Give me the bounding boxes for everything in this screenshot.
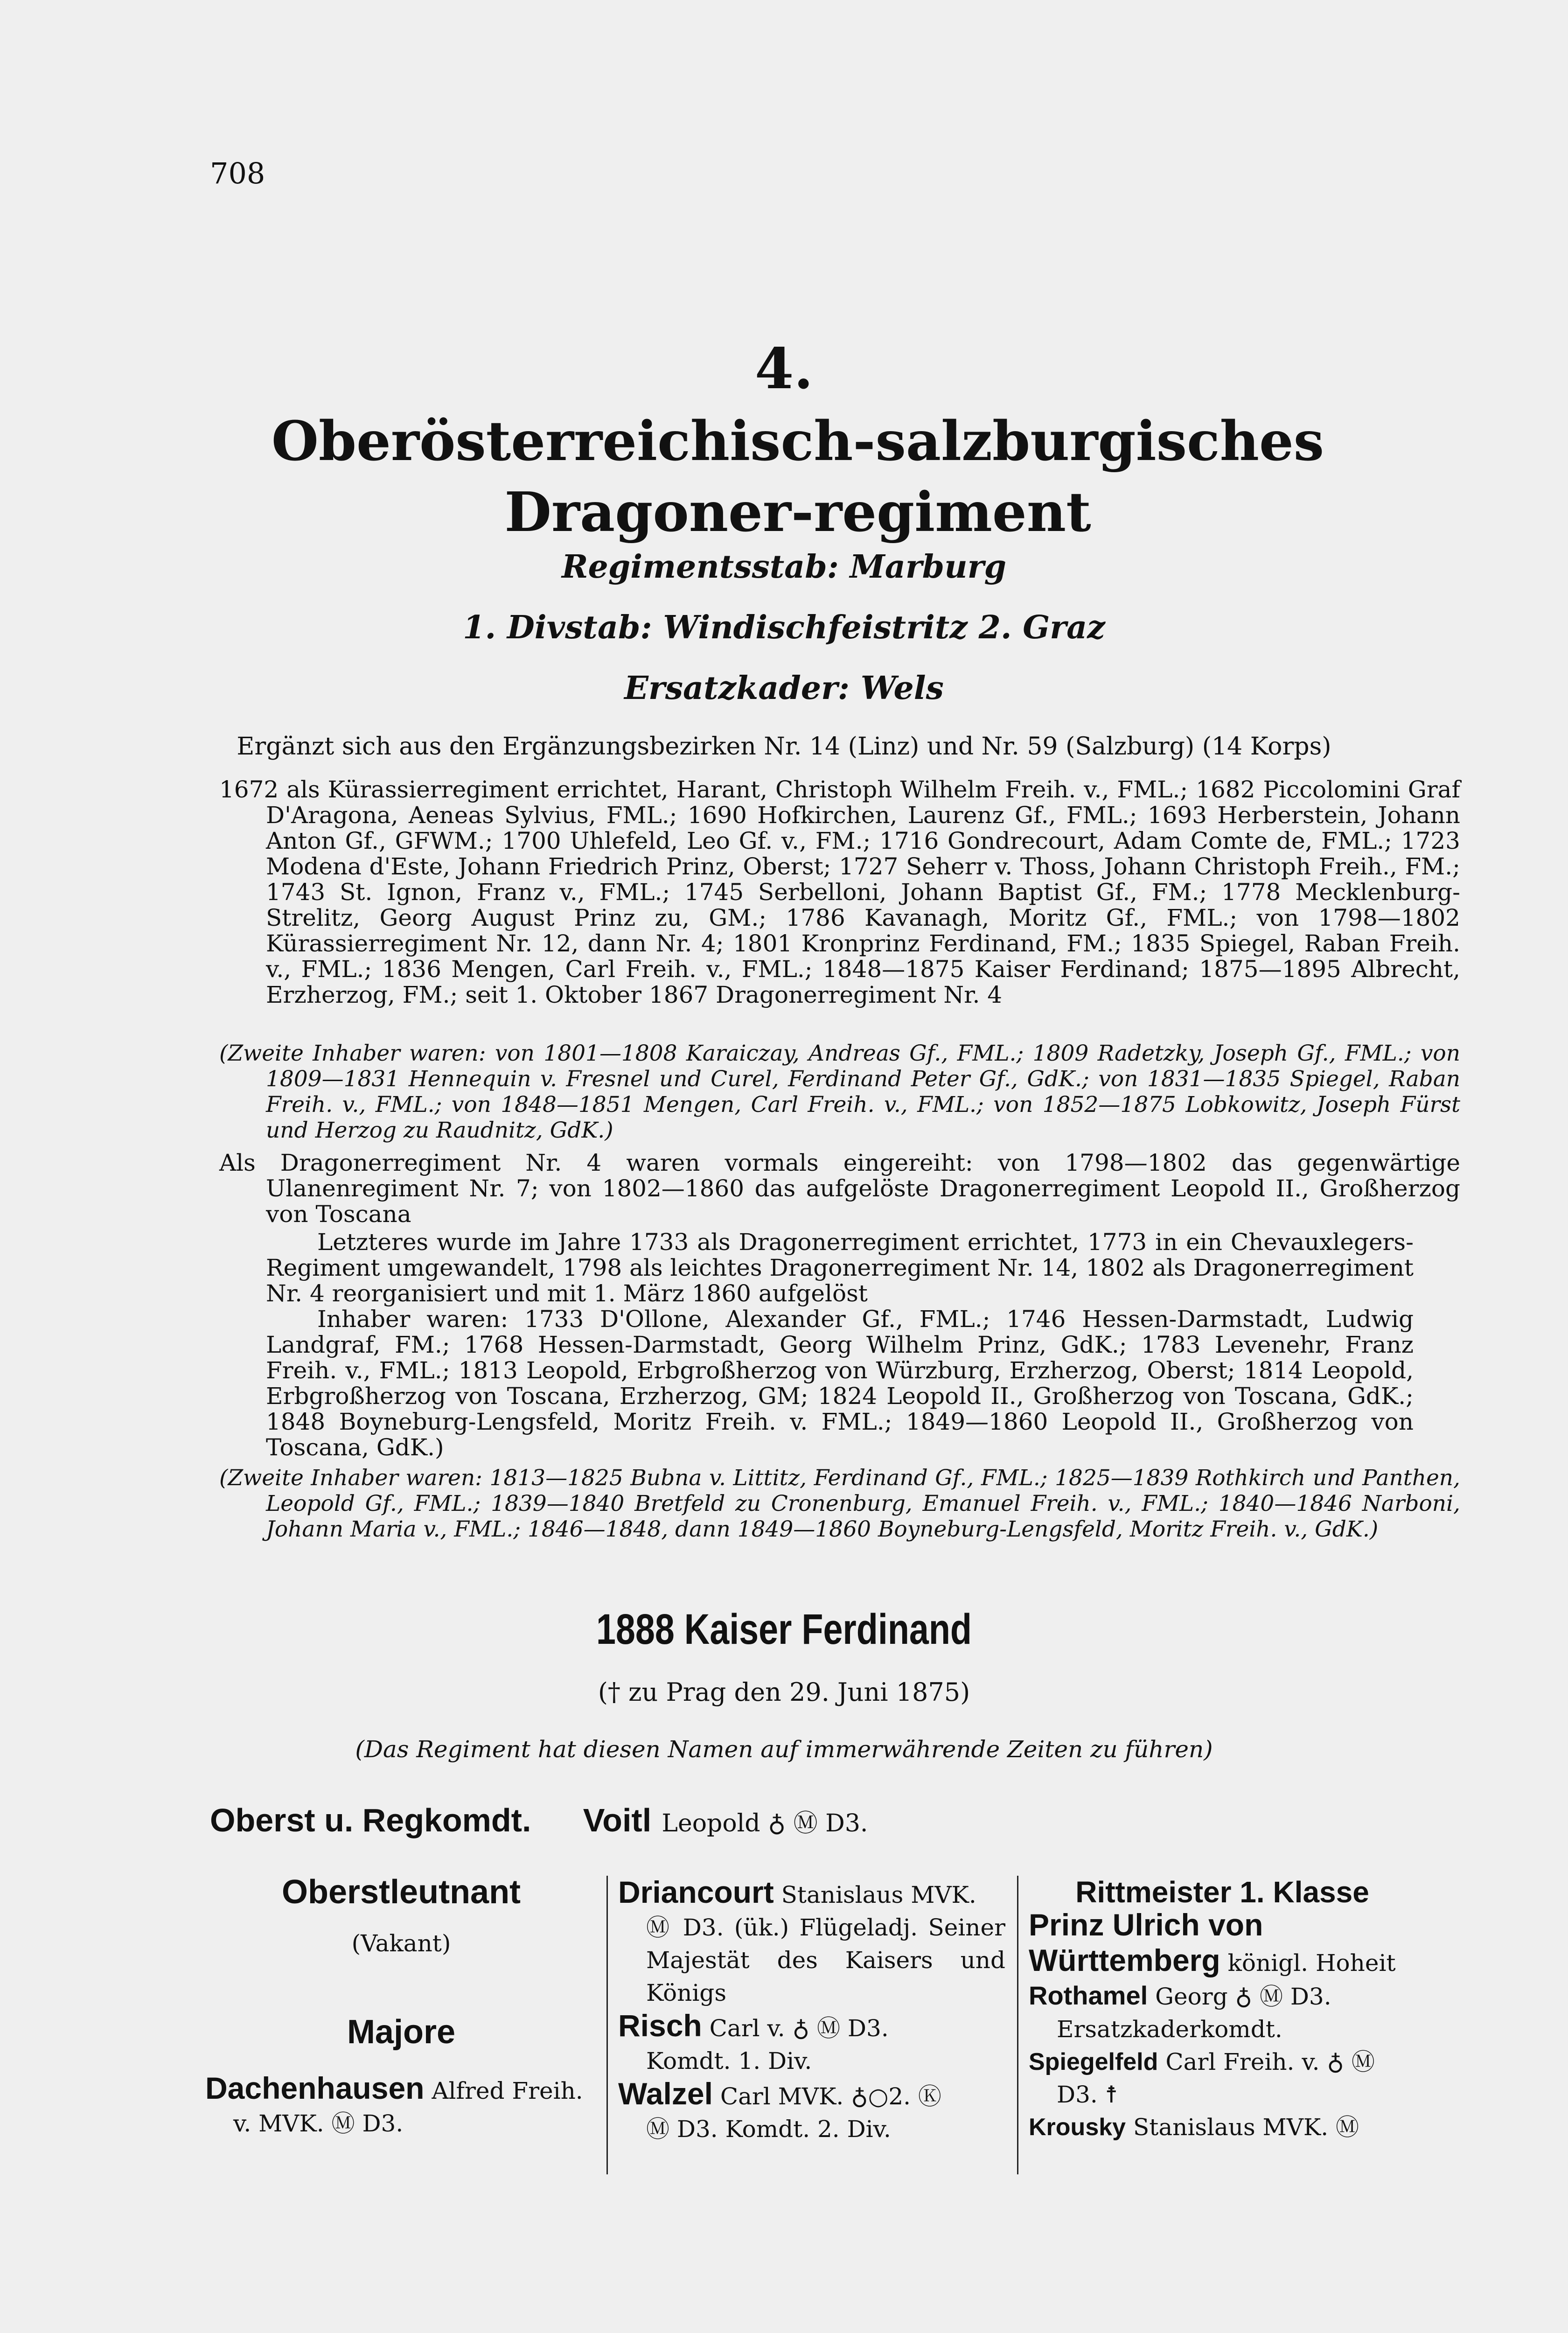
driancourt-details-1: Stanislaus MVK. (781, 1881, 976, 1908)
owners-paragraph: Inhaber waren: 1733 D'Ollone, Alexander Gf., FML.; 1746 Hessen-Darmstadt, Ludwig Landgraf, FM.; 1768 Hessen-Darmstadt, Georg Wilhelm Prinz, GdK.; 1783 Levenehr, Franz Freih. v., FML.; 1813 Leopold, Erbgroßherzog von Würzburg, Erzherzog, Oberst; 1814 Leopold, Erbgroßherzog von Toscana, Erzherzog, GM; 1824 Leopold II., Großherzog von Toscana, GdK.; 1848 Boyneburg-Lengsfeld, Moritz Freih. v. FML.; 1849—1860 Leopold II., Großherzog von Toscana, GdK.) (266, 1306, 1414, 1461)
oberstleutnant-heading: Oberstleutnant (281, 1873, 521, 1911)
second-owners-2: (Zweite Inhaber waren: 1813—1825 Bubna v. Littitz, Ferdinand Gf., FML.; 1825—1839 Rothkirch und Panthen, Leopold Gf., FML.; 1839—1840 Bretfeld zu Cronenburg, Emanuel Freih. v., FML.; 1840—1846 Narboni, Johann Maria v., FML.; 1846—1848, dann 1849—1860 Boyneburg-Lengsfeld, Moritz Freih. v., GdK.) (219, 1465, 1460, 1542)
column-divider-right (1017, 1876, 1018, 2174)
heading-1888: 1888 Kaiser Ferdinand (596, 1606, 972, 1653)
krousky-name: Krousky (1029, 2114, 1126, 2141)
prinz-details: königl. Hoheit (1227, 1949, 1396, 1977)
merged-regiments: Als Dragonerregiment Nr. 4 waren vormals eingereiht: von 1798—1802 das gegenwärtige Ulanenregiment Nr. 7; von 1802—1860 das aufgelöste Dragonerregiment Leopold II., Großherzog von Toscana (219, 1149, 1460, 1228)
dachenhausen-details-2: v. MVK. Ⓜ D3. (233, 2110, 404, 2137)
walzel-name: Walzel (618, 2076, 713, 2111)
driancourt-name: Driancourt (618, 1875, 774, 1909)
oberst-details: Leopold ♁ Ⓜ D3. (662, 1809, 868, 1837)
rothamel-details-1: Georg ♁ Ⓜ D3. (1155, 1983, 1331, 2010)
regiment-title: Oberösterreichisch-salzburgisches Dragoner-regiment (271, 410, 1324, 544)
ersatzkader: Ersatzkader: Wels (624, 670, 944, 707)
page-number: 708 (210, 156, 265, 190)
divstab: 1. Divstab: Windischfeistritz 2. Graz (463, 609, 1105, 646)
oberst-name: Voitl (583, 1802, 652, 1838)
spiegelfeld-details-1: Carl Freih. v. ♁ Ⓜ (1165, 2048, 1375, 2075)
column-divider-left (606, 1876, 608, 2174)
middle-column (618, 1876, 1005, 2145)
driancourt-details-2: Ⓜ D3. (ük.) Flügeladj. Seiner Majestät des Kaisers und Königs (646, 1914, 1005, 2006)
risch-details-1: Carl v. ♁ Ⓜ D3. (709, 2015, 889, 2042)
name-note: (Das Regiment hat diesen Namen auf immerwährende Zeiten zu führen) (355, 1736, 1213, 1763)
left-column (205, 1873, 597, 2140)
vakant: (Vakant) (351, 1930, 451, 1957)
rothamel-details-2: Ersatzkaderkomdt. (1057, 2016, 1282, 2043)
krousky-details: Stanislaus MVK. Ⓜ (1133, 2114, 1359, 2141)
dachenhausen-name: Dachenhausen (205, 2071, 425, 2105)
walzel-details-1: Carl MVK. ♁○2. Ⓚ (720, 2083, 941, 2110)
spiegelfeld-name: Spiegelfeld (1029, 2048, 1158, 2075)
second-owners-1: (Zweite Inhaber waren: von 1801—1808 Karaiczay, Andreas Gf., FML.; 1809 Radetzky, Joseph Gf., FML.; von 1809—1831 Hennequin v. Fresnel und Curel, Ferdinand Peter Gf., GdK.; von 1831—1835 Spiegel, Raban Freih. v., FML.; von 1848—1851 Mengen, Carl Freih. v., FML.; von 1852—1875 Lobkowitz, Joseph Fürst und Herzog zu Raudnitz, GdK.) (219, 1041, 1460, 1143)
spiegelfeld-details-2: D3. ☨ (1057, 2081, 1118, 2108)
oberst-line (210, 1801, 868, 1839)
latter-paragraph: Letzteres wurde im Jahre 1733 als Dragonerregiment errichtet, 1773 in ein Chevauxlegers-Regiment umgewandelt, 1798 als leichtes Dragonerregiment Nr. 14, 1802 als Dragonerregiment Nr. 4 reorganisiert und mit 1. März 1860 aufgelöst (266, 1229, 1414, 1307)
risch-name: Risch (618, 2008, 702, 2043)
majore-heading: Majore (347, 2013, 456, 2051)
walzel-details-2: Ⓜ D3. Komdt. 2. Div. (646, 2116, 891, 2143)
ergaenzungsbezirke: Ergänzt sich aus den Ergänzungsbezirken Nr. 14 (Linz) und Nr. 59 (Salzburg) (14 Korps) (237, 733, 1331, 761)
rothamel-name: Rothamel (1029, 1981, 1148, 2010)
rittmeister-heading: Rittmeister 1. Klasse (1075, 1875, 1369, 1909)
death-note: († zu Prag den 29. Juni 1875) (598, 1677, 970, 1707)
section-number: 4. (754, 336, 814, 402)
regimentsstab: Regimentsstab: Marburg (561, 548, 1007, 586)
risch-details-2: Komdt. 1. Div. (646, 2047, 812, 2075)
dachenhausen-details-1: Alfred Freih. (432, 2077, 583, 2104)
history-paragraph: 1672 als Kürassierregiment errichtet, Harant, Christoph Wilhelm Freih. v., FML.; 1682 Piccolomini Graf D'Aragona, Aeneas Sylvius, FML.; 1690 Hofkirchen, Laurenz Gf., FML.; 1693 Herberstein, Johann Anton Gf., GFWM.; 1700 Uhlefeld, Leo Gf. v., FM.; 1716 Gondrecourt, Adam Comte de, FML.; 1723 Modena d'Este, Johann Friedrich Prinz, Oberst; 1727 Seherr v. Thoss, Johann Christoph Freih., FM.; 1743 St. Ignon, Franz v., FML.; 1745 Serbelloni, Johann Baptist Gf., FM.; 1778 Mecklenburg-Strelitz, Georg August Prinz zu, GM.; 1786 Kavanagh, Moritz Gf., FML.; von 1798—1802 Kürassierregiment Nr. 12, dann Nr. 4; 1801 Kronprinz Ferdinand, FM.; 1835 Spiegel, Raban Freih. v., FML.; 1836 Mengen, Carl Freih. v., FML.; 1848—1875 Kaiser Ferdinand; 1875—1895 Albrecht, Erzherzog, FM.; seit 1. Oktober 1867 Dragonerregiment Nr. 4 (219, 776, 1460, 1008)
prinz-name: Prinz Ulrich von Württemberg (1029, 1907, 1263, 1977)
right-column (1029, 1876, 1416, 2144)
oberst-rank: Oberst u. Regkomdt. (210, 1802, 531, 1838)
